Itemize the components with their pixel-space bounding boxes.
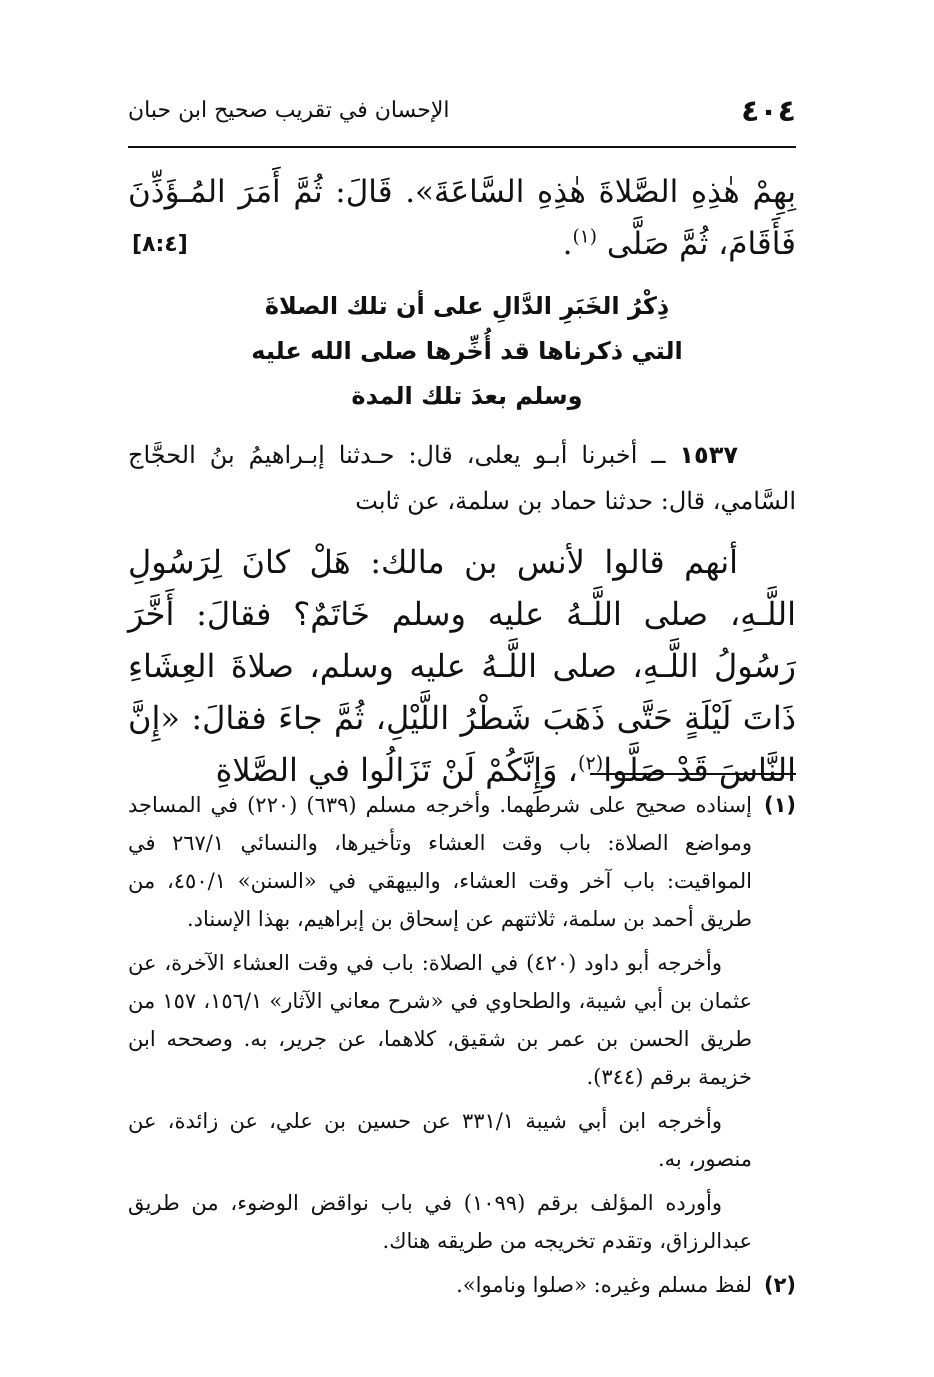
footnotes [128, 786, 796, 1310]
heading-line-1: ذِكْرُ الخَبَرِ الدَّالِ على أن تلك الصلاةَ [264, 292, 670, 320]
chapter-heading [200, 284, 734, 419]
continuation-body: بِهِمْ هٰذِهِ الصَّلاةَ هٰذِهِ السَّاعَةَ». قَالَ: ثُمَّ أَمَرَ المُـؤَذِّنَ فَأَقَامَ، ثُمَّ صَلَّى [128, 174, 796, 262]
isnad-text: ــ أخبرنا أبـو يعلى، قال: حـدثنا إبـراهيمُ بنُ الحجَّاج السَّامي، قال: حدثنا حماد بن سلمة، عن ثابت [128, 441, 796, 515]
running-title: الإحسان في تقريب صحيح ابن حبان [128, 98, 450, 123]
reference-code: [٨:٤] [132, 232, 188, 257]
footnote-1-paragraph-3: وأخرجه ابن أبي شيبة ٣٣١/١ عن حسين بن علي، عن زائدة، عن منصور، به. [128, 1109, 752, 1171]
heading-line-2: التي ذكرناها قد أُخِّرها صلى الله عليه [251, 337, 683, 365]
footnote-number: (١) [763, 793, 796, 817]
matn-text: أنهم قالوا لأنس بن مالك: هَلْ كانَ لِرَسُولِ اللَّـهِ، صلى اللَّـهُ عليه وسلم خَاتَمٌ؟ فقالَ: أَخَّرَ رَسُولُ اللَّـهِ، صلى اللَّـهُ عليه وسلم، صلاةَ العِشَاءِ ذَاتَ لَيْلَةٍ حَتَّى ذَهَبَ شَطْرُ اللَّيْلِ، ثُمَّ جاءَ فقالَ: «إِنَّ النَّاسَ قَدْ صَلَّوا [128, 543, 796, 789]
footnote-text: إسناده صحيح على شرطهما. وأخرجه مسلم (٦٣٩) (٢٢٠) في المساجد ومواضع الصلاة: باب وقت العشاء وتأخيرها، والنسائي ٢٦٧/١ في المواقيت: باب آخر وقت العشاء، والبيهقي في «السنن» ٤٥٠/١، من طريق أحمد بن سلمة، ثلاثتهم عن إسحاق بن إبراهيم، بهذا الإسناد. [128, 793, 753, 931]
hadith-number: ١٥٣٧ [679, 441, 738, 469]
matn-text-continued: ، وَإِنَّكُمْ لَنْ تَزَالُوا في الصَّلاةِ [215, 751, 578, 789]
header-rule [128, 146, 796, 148]
footnote-number: (٢) [763, 1273, 796, 1297]
footnote-marker-2[interactable]: (٢) [577, 751, 604, 775]
page-header [128, 92, 796, 136]
page-number: ٤٠٤ [741, 94, 796, 129]
footnote-1-paragraph-4: وأورده المؤلف برقم (١٠٩٩) في باب نواقض الوضوء، من طريق عبدالرزاق، وتقدم تخريجه من طريقه هناك. [128, 1191, 752, 1253]
footnote-text: لفظ مسلم وغيره: «صلوا وناموا». [456, 1273, 752, 1297]
hadith-isnad [128, 432, 796, 524]
continuation-end: . [562, 226, 573, 262]
heading-line-3: وسلم بعدَ تلك المدة [351, 382, 583, 410]
hadith-matn [128, 536, 796, 796]
footnote-separator [590, 773, 796, 775]
footnote-1 [128, 786, 796, 938]
footnote-1-paragraph-2: وأخرجه أبو داود (٤٢٠) في الصلاة: باب في وقت العشاء الآخرة، عن عثمان بن أبي شيبة، والطحاوي في «شرح معاني الآثار» ١٥٦/١، ١٥٧ من طريق الحسن بن عمر بن شقيق، كلاهما، عن جرير، به. وصححه ابن خزيمة برقم (٣٤٤). [128, 951, 752, 1089]
continuation-text [128, 166, 796, 270]
footnote-marker-1[interactable]: (١) [572, 226, 598, 248]
footnote-2 [128, 1266, 796, 1304]
